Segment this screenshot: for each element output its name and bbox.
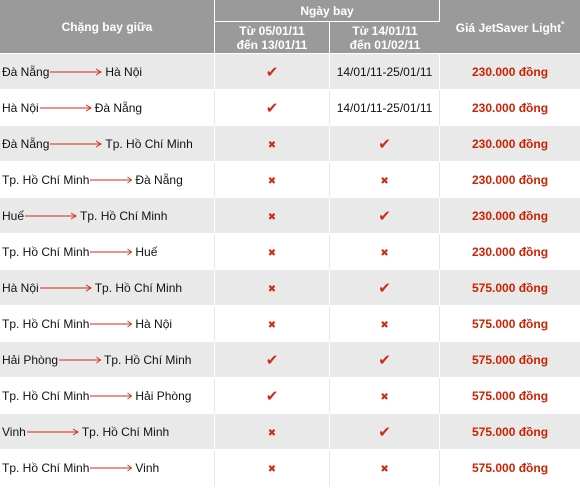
price-cell: 575.000 đồng (440, 450, 580, 486)
route-cell (0, 270, 215, 306)
check-icon: ✔ (378, 135, 391, 153)
period-2-cell (330, 342, 440, 378)
arrow-right-icon (90, 176, 134, 184)
arrow-right-icon (50, 68, 104, 76)
route-destination: Vinh (135, 460, 160, 475)
check-icon: ✔ (265, 63, 279, 81)
period-2-cell (330, 414, 440, 450)
price-cell: 575.000 đồng (440, 378, 580, 414)
period-1-cell (215, 162, 330, 198)
check-icon: ✔ (378, 207, 391, 225)
cross-icon: ✖ (267, 247, 277, 259)
route-cell (0, 378, 215, 414)
table-row (0, 126, 580, 162)
price-cell: 230.000 đồng (440, 126, 580, 162)
period-1-cell (215, 270, 330, 306)
table-row (0, 90, 580, 126)
route-origin: Đà Nẵng (2, 64, 50, 79)
period-2-cell (330, 270, 440, 306)
price-column-header (440, 0, 580, 54)
period-1-cell (215, 450, 330, 486)
arrow-right-icon (27, 428, 81, 436)
cross-icon: ✖ (267, 319, 277, 331)
arrow-right-icon (40, 284, 94, 292)
period-2-date-range: 14/01/11-25/01/11 (336, 100, 433, 115)
table-row (0, 234, 580, 270)
cross-icon: ✖ (380, 247, 389, 259)
period-2-cell (330, 450, 440, 486)
price-column-label: Giá JetSaver Light (455, 21, 562, 35)
period-1-cell (215, 198, 330, 234)
price-cell: 230.000 đồng (440, 234, 580, 270)
check-icon: ✔ (378, 279, 391, 297)
table-row (0, 54, 580, 90)
price-cell: 230.000 đồng (440, 198, 580, 234)
cross-icon: ✖ (267, 463, 277, 475)
route-destination: Tp. Hồ Chí Minh (105, 136, 193, 151)
table-row (0, 306, 580, 342)
period-2-cell (330, 90, 440, 126)
table-row (0, 162, 580, 198)
route-origin: Tp. Hồ Chí Minh (2, 388, 90, 403)
route-destination: Huế (135, 244, 158, 259)
period-2-header: Từ 14/01/11 đến 01/02/11 (330, 22, 440, 54)
arrow-right-icon (50, 140, 104, 148)
period-1-cell (215, 126, 330, 162)
route-origin: Tp. Hồ Chí Minh (2, 460, 90, 475)
route-cell (0, 234, 215, 270)
arrow-right-icon (40, 104, 94, 112)
period-2-cell (330, 378, 440, 414)
cross-icon: ✖ (267, 283, 277, 295)
period-2-cell (330, 234, 440, 270)
period-2-cell (330, 54, 440, 90)
route-origin: Hà Nội (2, 100, 39, 115)
arrow-right-icon (90, 320, 134, 328)
period-2-cell (330, 198, 440, 234)
period-1-cell (215, 342, 330, 378)
route-origin: Tp. Hồ Chí Minh (2, 316, 90, 331)
route-destination: Hải Phòng (135, 388, 192, 403)
price-cell: 230.000 đồng (440, 162, 580, 198)
route-destination: Đà Nẵng (94, 100, 143, 115)
check-icon: ✔ (265, 387, 279, 405)
route-column-header: Chặng bay giữa (0, 0, 215, 54)
route-origin: Hà Nội (2, 280, 39, 295)
cross-icon: ✖ (267, 427, 277, 439)
route-cell (0, 450, 215, 486)
route-origin: Tp. Hồ Chí Minh (2, 244, 90, 259)
route-cell (0, 198, 215, 234)
route-origin: Vinh (2, 424, 26, 439)
table-row (0, 378, 580, 414)
cross-icon: ✖ (380, 463, 389, 475)
check-icon: ✔ (378, 423, 391, 441)
price-cell: 230.000 đồng (440, 90, 580, 126)
route-cell (0, 162, 215, 198)
period-2-date-range: 14/01/11-25/01/11 (336, 64, 433, 79)
route-origin: Đà Nẵng (2, 136, 50, 151)
table-row (0, 414, 580, 450)
check-icon: ✔ (265, 99, 279, 117)
cross-icon: ✖ (380, 175, 389, 187)
route-origin: Huế (2, 208, 25, 223)
cross-icon: ✖ (267, 139, 277, 151)
period-2-cell (330, 162, 440, 198)
route-destination: Tp. Hồ Chí Minh (104, 352, 192, 367)
period-1-cell (215, 54, 330, 90)
cross-icon: ✖ (380, 391, 389, 403)
period-2-cell (330, 306, 440, 342)
route-cell (0, 414, 215, 450)
arrow-right-icon (90, 464, 134, 472)
price-cell: 575.000 đồng (440, 414, 580, 450)
period-1-cell (215, 90, 330, 126)
price-cell: 230.000 đồng (440, 54, 580, 90)
cross-icon: ✖ (267, 211, 277, 223)
period-1-cell (215, 414, 330, 450)
arrow-right-icon (90, 392, 134, 400)
route-cell (0, 126, 215, 162)
period-2-cell (330, 126, 440, 162)
period-1-cell (215, 378, 330, 414)
arrow-right-icon (25, 212, 79, 220)
flight-dates-header: Ngày bay (215, 0, 440, 22)
route-cell (0, 90, 215, 126)
route-destination: Hà Nội (135, 316, 173, 331)
route-destination: Tp. Hồ Chí Minh (94, 280, 183, 295)
price-cell: 575.000 đồng (440, 342, 580, 378)
route-destination: Tp. Hồ Chí Minh (80, 208, 168, 223)
table-row (0, 342, 580, 378)
cross-icon: ✖ (380, 319, 389, 331)
check-icon: ✔ (265, 351, 279, 369)
route-origin: Hải Phòng (2, 352, 59, 367)
route-destination: Đà Nẵng (135, 172, 183, 187)
table-row (0, 270, 580, 306)
route-cell (0, 54, 215, 90)
period-1-cell (215, 234, 330, 270)
route-destination: Tp. Hồ Chí Minh (81, 424, 170, 439)
table-row (0, 450, 580, 486)
period-1-cell (215, 306, 330, 342)
table-row (0, 198, 580, 234)
arrow-right-icon (90, 248, 134, 256)
cross-icon: ✖ (267, 175, 277, 187)
price-footnote-mark: * (561, 20, 565, 29)
route-origin: Tp. Hồ Chí Minh (2, 172, 90, 187)
route-cell (0, 342, 215, 378)
price-cell: 575.000 đồng (440, 306, 580, 342)
price-cell: 575.000 đồng (440, 270, 580, 306)
route-cell (0, 306, 215, 342)
check-icon: ✔ (378, 351, 391, 369)
route-destination: Hà Nội (105, 64, 143, 79)
arrow-right-icon (59, 356, 103, 364)
period-1-header: Từ 05/01/11 đến 13/01/11 (215, 22, 330, 54)
